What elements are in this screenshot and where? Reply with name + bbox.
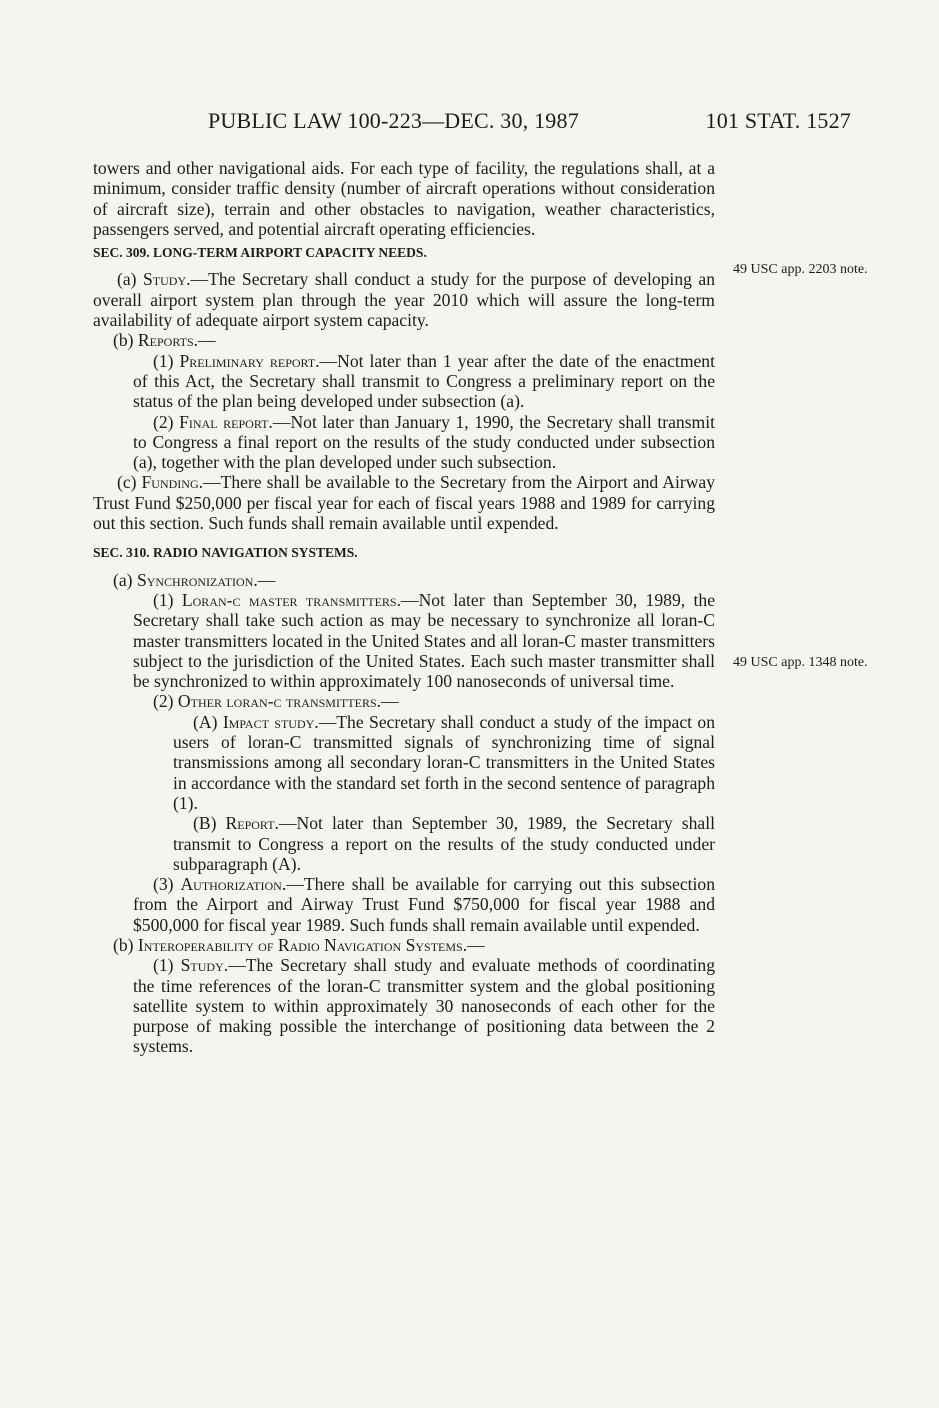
section-heading-309: SEC. 309. LONG-TERM AIRPORT CAPACITY NEEDS. [93,245,427,261]
text-run: Report. [225,813,279,834]
paragraph-310b1 [93,955,715,1056]
text-run: —Not later than September 30, 1989, the Secretary shall take such action as may be necessary to synchronize all loran-C master transmitters located in the United States and all loran-C master transmitters subject to the jurisdiction of the United States. Each such master transmitter shall be synchronized to within approximately 100 nanoseconds of universal time. [133,589,716,692]
text-run: —The Secretary shall conduct a study for the purpose of developing an overall airport system plan through the year 2010 which will assure the long-term availability of adequate airport system capacity. [93,269,715,331]
text-run: Impact study. [222,711,319,732]
paragraph-310a2A [93,712,715,813]
text-run: —Not later than January 1, 1990, the Secretary shall transmit to Congress a final report on the results of the study conducted under subsection (a), together with the plan developed under such subsection. [133,411,715,473]
text-run: —The Secretary shall study and evaluate methods of coordinating the time references of the loran-C transmitter system and the global positioning satellite system to within approximately 30 nanoseconds of each other for the purpose of making possible the interchange of positioning data between the 2 systems. [133,955,715,1057]
text-run: Interoperability of Radio Navigation Systems. [137,934,468,955]
text-run: (b) [113,934,138,955]
paragraph-a [93,269,715,330]
paragraph-310a1 [93,590,715,691]
page-header [120,108,851,138]
text-run: Synchronization. [136,569,258,590]
text-run: (B) [193,813,226,834]
paragraph: towers and other navigational aids. For each type of facility, the regulations shall, at a minimum, consider traffic density (number of aircraft operations without consideration of aircraft size), terrain and other obstacles to navigation, weather characteristics, passengers served, and potential aircraft operating efficiencies. [93,158,715,239]
law-citation: PUBLIC LAW 100-223—DEC. 30, 1987 [208,108,579,133]
text-run: (3) [153,874,181,895]
text-run: —There shall be available for carrying out this subsection from the Airport and Airway Trust Fund $750,000 for fiscal year 1988 and $500,000 for fiscal year 1989. Such funds shall remain available until expended. [133,874,716,935]
text-run: (1) [153,350,180,371]
text-run: Authorization. [180,874,287,895]
paragraph-b1 [93,351,715,412]
text-run: (A) [193,711,223,732]
text-run: — [381,691,399,712]
paragraph-b2 [93,412,715,473]
text-run: Loran-c master transmitters. [181,589,401,610]
text-run: (c) [117,472,142,493]
text-run: (2) [153,691,178,712]
text-run: —There shall be available to the Secretary from the Airport and Airway Trust Fund $250,000 per fiscal year for each of fiscal years 1988 and 1989 for carrying out this section. Such funds shall remain available until expended. [93,472,716,534]
text-run: — [467,934,485,955]
text-run: — [198,330,216,351]
text-run: Study. [143,269,191,290]
paragraph-310a3 [93,874,715,935]
text-run: — [257,569,276,590]
text-run: —Not later than September 30, 1989, the Secretary shall transmit to Congress a report on the results of the study conducted under subparagraph (A). [173,813,715,874]
paragraph-310a [93,570,715,590]
text-run: Reports. [137,330,199,351]
text-run: —Not later than 1 year after the date of the enactment of this Act, the Secretary shall transmit to Congress a preliminary report on the status of the plan being developed under subsection (a). [133,350,715,412]
paragraph-c [93,472,715,533]
text-run: Final report. [179,411,273,432]
text-run: Preliminary report. [179,350,320,371]
text-run: Study. [180,955,229,976]
text-run: (b) [113,330,138,351]
paragraph-310a2 [93,691,715,711]
text-run: Other loran-c transmitters. [177,691,382,712]
paragraph-310b [93,935,715,955]
text-run: (1) [153,589,182,610]
paragraph-b [93,330,715,350]
text-run: (a) [117,269,143,290]
margin-note-sec310: 49 USC app. 1348 note. [733,655,868,670]
text-run: —The Secretary shall conduct a study of the impact on users of loran-C transmitted signals of synchronizing time of signal transmissions among all secondary loran-C transmitters in the United States in accordance with the standard set forth in the second sentence of paragraph (1). [173,711,715,813]
text-run: (2) [153,411,180,432]
margin-note-sec309: 49 USC app. 2203 note. [733,262,868,277]
text-run: (a) [113,569,137,590]
statute-page: 101 STAT. 1527 [705,108,851,133]
document-body [93,158,715,1057]
paragraph-310a2B [93,813,715,874]
text-run: (1) [153,955,181,976]
text-run: Funding. [141,472,204,493]
section-heading-310: SEC. 310. RADIO NAVIGATION SYSTEMS. [93,545,358,561]
